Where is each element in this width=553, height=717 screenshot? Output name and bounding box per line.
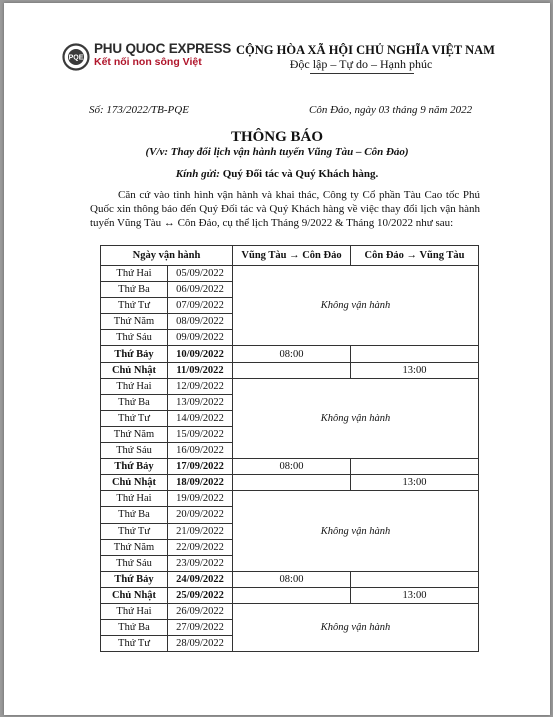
- day-cell: Thứ Tư: [101, 298, 168, 314]
- not-operating-cell: Không vận hành: [233, 378, 479, 458]
- date-cell: 26/09/2022: [168, 603, 233, 619]
- document-number: Số: 173/2022/TB-PQE: [89, 104, 189, 116]
- company-slogan: Kết nối non sông Việt: [94, 56, 202, 68]
- motto-underline: [310, 73, 414, 74]
- day-cell: Thứ Năm: [101, 426, 168, 442]
- departure-vungtau-cell: 08:00: [233, 571, 351, 587]
- date-cell: 05/09/2022: [168, 266, 233, 282]
- not-operating-cell: Không vận hành: [233, 266, 479, 346]
- table-row: [101, 378, 479, 394]
- schedule-body: [101, 266, 479, 652]
- date-cell: 27/09/2022: [168, 620, 233, 636]
- document-page: [4, 3, 550, 715]
- day-cell: Thứ Ba: [101, 394, 168, 410]
- date-cell: 11/09/2022: [168, 362, 233, 378]
- table-row: [101, 571, 479, 587]
- date-cell: 22/09/2022: [168, 539, 233, 555]
- departure-vungtau-cell: 08:00: [233, 346, 351, 362]
- date-cell: 16/09/2022: [168, 443, 233, 459]
- date-cell: 13/09/2022: [168, 394, 233, 410]
- date-cell: 21/09/2022: [168, 523, 233, 539]
- day-cell: Thứ Sáu: [101, 330, 168, 346]
- departure-vungtau-cell: 08:00: [233, 459, 351, 475]
- date-cell: 17/09/2022: [168, 459, 233, 475]
- day-cell: Thứ Bảy: [101, 571, 168, 587]
- phu-quoc-express-logo-icon: [62, 43, 90, 71]
- date-cell: 06/09/2022: [168, 282, 233, 298]
- day-cell: Thứ Sáu: [101, 443, 168, 459]
- day-cell: Thứ Hai: [101, 491, 168, 507]
- table-row: [101, 459, 479, 475]
- header-condao-vungtau: Côn Đảo → Vũng Tàu: [351, 246, 479, 266]
- document-title: THÔNG BÁO: [230, 129, 324, 145]
- day-cell: Thứ Tư: [101, 523, 168, 539]
- day-cell: Thứ Tư: [101, 410, 168, 426]
- departure-vungtau-cell: [233, 587, 351, 603]
- day-cell: Thứ Ba: [101, 507, 168, 523]
- departure-vungtau-cell: [233, 475, 351, 491]
- day-cell: Thứ Năm: [101, 539, 168, 555]
- day-cell: Thứ Hai: [101, 603, 168, 619]
- date-cell: 08/09/2022: [168, 314, 233, 330]
- date-cell: 10/09/2022: [168, 346, 233, 362]
- table-row: [101, 603, 479, 619]
- departure-condao-cell: 13:00: [351, 587, 479, 603]
- day-cell: Thứ Bảy: [101, 346, 168, 362]
- not-operating-cell: Không vận hành: [233, 491, 479, 571]
- date-cell: 14/09/2022: [168, 410, 233, 426]
- document-date: Côn Đảo, ngày 03 tháng 9 năm 2022: [309, 104, 473, 116]
- greeting-recipients: Quý Đối tác và Quý Khách hàng.: [222, 168, 379, 180]
- departure-condao-cell: [351, 571, 479, 587]
- departure-vungtau-cell: [233, 362, 351, 378]
- schedule-table: [100, 245, 479, 652]
- day-cell: Thứ Hai: [101, 266, 168, 282]
- day-cell: Thứ Ba: [101, 282, 168, 298]
- departure-condao-cell: 13:00: [351, 475, 479, 491]
- nation-motto: Độc lập – Tự do – Hạnh phúc: [289, 57, 433, 71]
- date-cell: 12/09/2022: [168, 378, 233, 394]
- table-header-row: [101, 246, 479, 266]
- not-operating-cell: Không vận hành: [233, 603, 479, 651]
- table-row: [101, 491, 479, 507]
- table-row: [101, 362, 479, 378]
- date-cell: 09/09/2022: [168, 330, 233, 346]
- date-cell: 18/09/2022: [168, 475, 233, 491]
- day-cell: Thứ Sáu: [101, 555, 168, 571]
- date-cell: 23/09/2022: [168, 555, 233, 571]
- day-cell: Chủ Nhật: [101, 587, 168, 603]
- company-name: PHU QUOC EXPRESS: [94, 41, 232, 56]
- company-logo: [62, 41, 234, 73]
- day-cell: Thứ Bảy: [101, 459, 168, 475]
- header-vungtau-condao: Vũng Tàu → Côn Đảo: [233, 246, 351, 266]
- date-cell: 28/09/2022: [168, 636, 233, 652]
- table-row: [101, 346, 479, 362]
- day-cell: Thứ Hai: [101, 378, 168, 394]
- table-row: [101, 587, 479, 603]
- greeting-label: Kính gửi:: [175, 168, 220, 180]
- header-operating-day: Ngày vận hành: [101, 246, 233, 266]
- greeting: [4, 168, 550, 180]
- paragraph-text: Căn cứ vào tình hình vận hành và khai thác, Công ty Cổ phần Tàu Cao tốc Phú Quốc xin thông báo đến Quý Đối tác và Quý Khách hàng về việc thay đổi lịch vận hành tuyến Vũng Tàu ↔ Côn Đảo, cụ thể lịch Tháng 9/2022 & Tháng 10/2022 như sau:: [90, 189, 480, 230]
- day-cell: Thứ Tư: [101, 636, 168, 652]
- date-cell: 20/09/2022: [168, 507, 233, 523]
- departure-condao-cell: [351, 346, 479, 362]
- nation-title: CỘNG HÒA XÃ HỘI CHỦ NGHĨA VIỆT NAM: [236, 43, 495, 57]
- date-cell: 25/09/2022: [168, 587, 233, 603]
- day-cell: Thứ Ba: [101, 620, 168, 636]
- day-cell: Thứ Năm: [101, 314, 168, 330]
- svg-text:PQE: PQE: [68, 54, 84, 62]
- table-row: [101, 475, 479, 491]
- body-paragraph: [90, 188, 480, 231]
- departure-condao-cell: 13:00: [351, 362, 479, 378]
- departure-condao-cell: [351, 459, 479, 475]
- day-cell: Chủ Nhật: [101, 362, 168, 378]
- day-cell: Chủ Nhật: [101, 475, 168, 491]
- document-subject: (V/v: Thay đổi lịch vận hành tuyến Vũng Tàu – Côn Đảo): [145, 146, 409, 158]
- date-cell: 19/09/2022: [168, 491, 233, 507]
- date-cell: 15/09/2022: [168, 426, 233, 442]
- date-cell: 24/09/2022: [168, 571, 233, 587]
- date-cell: 07/09/2022: [168, 298, 233, 314]
- table-row: [101, 266, 479, 282]
